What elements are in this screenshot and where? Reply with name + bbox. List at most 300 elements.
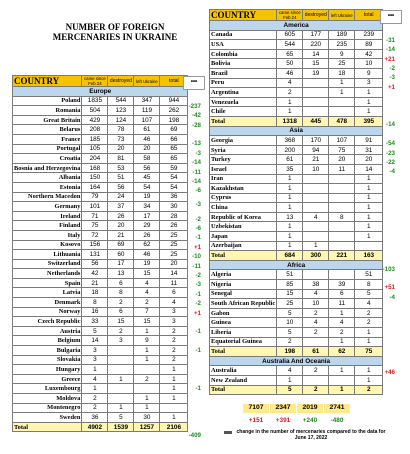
came-value: 5 (277, 328, 303, 338)
destroyed-header: destroyed (303, 10, 329, 21)
total-value: 69 (160, 125, 188, 135)
table-row (210, 49, 383, 59)
total-row (210, 116, 383, 126)
total-destroyed: 300 (303, 251, 329, 261)
country-name: Great Britain (13, 115, 82, 125)
country-name: Austria (13, 326, 82, 336)
total-value: 1 (355, 222, 383, 232)
total-label: Total (210, 385, 277, 395)
destroyed-value: 51 (108, 173, 134, 183)
country-name: Czech Republic (13, 317, 82, 327)
left-value: 107 (134, 115, 160, 125)
region-header: America (210, 21, 383, 31)
country-name: Turkey (210, 155, 277, 165)
country-name: Bosnia and Herzegovina (14, 164, 81, 172)
left-value: 2 (134, 374, 160, 384)
total-value: 1 (355, 328, 383, 338)
came-value: 1 (277, 203, 303, 213)
left-value: 189 (329, 30, 355, 40)
table-row (13, 221, 188, 231)
change-value: +21 (384, 55, 395, 63)
country-name: Japan (210, 232, 277, 242)
left-value: 75 (329, 145, 355, 155)
total-total: 75 (355, 347, 383, 357)
table-row (13, 413, 188, 423)
table-row (13, 173, 188, 183)
left-value: 1 (134, 355, 160, 365)
change-value: -2 (389, 64, 395, 72)
came-value: 200 (277, 145, 303, 155)
change-value: -42 (192, 112, 201, 120)
table-row (210, 155, 383, 165)
table-row (210, 107, 383, 117)
destroyed-value: 17 (108, 259, 134, 269)
table-row (13, 374, 188, 384)
destroyed-value: 544 (108, 96, 134, 106)
country-name: Ireland (13, 211, 82, 221)
destroyed-value: 6 (108, 278, 134, 288)
total-value: 239 (355, 30, 383, 40)
came-value: 1 (82, 384, 108, 394)
total-destroyed: 2 (303, 385, 329, 395)
destroyed-value: 20 (108, 144, 134, 154)
country-name: Equatorial Guinea (210, 337, 277, 347)
europe-table (12, 75, 188, 432)
came-value: 51 (277, 270, 303, 280)
came-value: 1 (277, 241, 303, 251)
table-row (210, 59, 383, 69)
table-row (13, 106, 188, 116)
destroyed-value: 4 (303, 212, 329, 222)
came-value: 101 (82, 202, 108, 212)
total-value: 1 (355, 193, 383, 203)
total-value: 1 (355, 375, 383, 385)
came-value: 16 (82, 307, 108, 317)
country-name: Syria (210, 145, 277, 155)
total-value (160, 403, 188, 413)
destroyed-value (108, 346, 134, 356)
total-came: 1318 (277, 116, 303, 126)
left-value: 107 (329, 136, 355, 146)
country-name: Netherlands (13, 269, 82, 279)
destroyed-value: 10 (303, 299, 329, 309)
left-value (329, 97, 355, 107)
total-label: Total (210, 251, 277, 261)
destroyed-value: 21 (303, 155, 329, 165)
grand-change-total: -480 (330, 417, 344, 424)
country-name: Latvia (13, 288, 82, 298)
country-name: Nigeria (210, 280, 277, 290)
country-name: Uzbekistan (210, 222, 277, 232)
region-header: Africa (210, 260, 383, 270)
destroyed-value: 2 (303, 328, 329, 338)
left-value: 61 (134, 125, 160, 135)
total-left: 221 (329, 251, 355, 261)
change-value: -1 (195, 290, 201, 298)
left-value: 119 (134, 106, 160, 116)
country-name: Brazil (210, 68, 277, 78)
country-name: Estonia (13, 182, 82, 192)
left-value: 46 (134, 250, 160, 260)
destroyed-value (303, 78, 329, 88)
total-value: 4 (160, 298, 188, 308)
came-value: 185 (82, 134, 108, 144)
country-name: Montenegro (13, 403, 82, 413)
total-destroyed: 61 (303, 347, 329, 357)
country-name: Romania (13, 106, 82, 116)
came-value: 21 (82, 278, 108, 288)
grand-total-destroyed: 2347 (270, 404, 296, 413)
came-value: 13 (277, 212, 303, 222)
destroyed-value: 5 (108, 413, 134, 423)
table-row (13, 384, 188, 394)
left-value: 235 (329, 40, 355, 50)
destroyed-value: 4 (303, 289, 329, 299)
country-name: Senegal (210, 289, 277, 299)
came-header: came since Feb 24 (277, 10, 303, 21)
change-value: -4 (389, 293, 395, 301)
destroyed-value: 3 (108, 336, 134, 346)
left-value: 1 (134, 403, 160, 413)
total-value: 65 (160, 154, 188, 164)
total-value: 198 (160, 115, 188, 125)
total-value: 1 (355, 212, 383, 222)
came-value: 8 (82, 298, 108, 308)
left-value: 1 (329, 366, 355, 376)
left-value: 26 (134, 230, 160, 240)
left-value: 4 (329, 318, 355, 328)
more-options-button[interactable]: ••• (183, 76, 205, 90)
left-value: 4 (134, 278, 160, 288)
table-row (13, 134, 188, 144)
table-row (13, 125, 188, 135)
country-name: Albania (13, 173, 82, 183)
change-value: -14 (192, 177, 201, 185)
came-value: 75 (82, 221, 108, 231)
total-value (355, 241, 383, 251)
total-value: 59 (160, 163, 188, 173)
came-value: 150 (82, 173, 108, 183)
country-name: Croatia (13, 154, 82, 164)
change-value: -3 (195, 149, 201, 157)
country-name: Lithuania (13, 250, 82, 260)
region-header: Europe (13, 87, 188, 97)
total-value: 944 (160, 96, 188, 106)
country-name: France (13, 134, 82, 144)
table-row (210, 184, 383, 194)
came-value: 208 (82, 125, 108, 135)
total-value: 1 (160, 374, 188, 384)
more-options-button-right[interactable]: ••• (380, 10, 402, 24)
change-value: +46 (384, 368, 395, 376)
came-value: 4 (277, 78, 303, 88)
country-header: COUNTRY (210, 10, 277, 21)
came-value: 56 (82, 259, 108, 269)
table-row (13, 317, 188, 327)
total-value: 10 (355, 59, 383, 69)
table-row (13, 278, 188, 288)
total-label: Total (210, 116, 277, 126)
country-name: Poland (13, 96, 82, 106)
left-value: 2 (329, 328, 355, 338)
total-row (210, 251, 383, 261)
table-row (210, 30, 383, 40)
destroyed-value: 53 (108, 163, 134, 173)
destroyed-value: 24 (108, 192, 134, 202)
came-value: 1 (277, 222, 303, 232)
destroyed-value: 2 (303, 366, 329, 376)
left-value: 1 (329, 308, 355, 318)
change-value: -2 (195, 215, 201, 223)
table-row (13, 326, 188, 336)
table-row (210, 174, 383, 184)
total-value: 14 (355, 164, 383, 174)
table-row (13, 240, 188, 250)
table-row (13, 250, 188, 260)
total-value: 3 (160, 307, 188, 317)
total-value: 89 (355, 40, 383, 50)
country-name: Moldova (13, 394, 82, 404)
total-value: 14 (160, 269, 188, 279)
table-row (210, 337, 383, 347)
total-header: total (160, 76, 188, 87)
country-name: Spain (13, 278, 82, 288)
change-value: -1 (195, 234, 201, 242)
destroyed-value (303, 203, 329, 213)
came-value: 156 (82, 240, 108, 250)
total-destroyed: 1539 (108, 422, 134, 432)
country-name: Switzerland (13, 259, 82, 269)
country-name: South African Republic (211, 300, 276, 308)
table-row (13, 202, 188, 212)
left-value: 20 (329, 155, 355, 165)
left-value: 1 (329, 88, 355, 98)
country-name: Sweden (13, 413, 82, 423)
left-value: 18 (329, 68, 355, 78)
left-value: 9 (134, 336, 160, 346)
came-value: 368 (277, 136, 303, 146)
destroyed-value: 123 (108, 106, 134, 116)
destroyed-value: 26 (108, 211, 134, 221)
destroyed-value: 15 (303, 59, 329, 69)
country-name: Republic of Korea (210, 212, 277, 222)
destroyed-value: 14 (303, 49, 329, 59)
total-value: 1 (160, 394, 188, 404)
left-value: 9 (329, 49, 355, 59)
total-left: 62 (329, 347, 355, 357)
total-total: 395 (355, 116, 383, 126)
table-row (13, 403, 188, 413)
came-value: 1 (277, 193, 303, 203)
table-row (210, 136, 383, 146)
table-row (13, 192, 188, 202)
total-value: 8 (355, 280, 383, 290)
total-came: 684 (277, 251, 303, 261)
change-value: -3 (195, 281, 201, 289)
change-value: -2 (195, 300, 201, 308)
table-row (13, 144, 188, 154)
came-value: 1 (277, 232, 303, 242)
total-value: 51 (355, 270, 383, 280)
country-name: Germany (13, 202, 82, 212)
left-value: 20 (134, 144, 160, 154)
came-value: 85 (277, 280, 303, 290)
change-value: -2 (195, 271, 201, 279)
destroyed-value (108, 365, 134, 375)
came-value: 33 (82, 317, 108, 327)
destroyed-value: 78 (108, 125, 134, 135)
total-value: 25 (160, 230, 188, 240)
table-row (13, 259, 188, 269)
left-value: 30 (134, 413, 160, 423)
left-value: 11 (329, 299, 355, 309)
came-value: 1 (277, 174, 303, 184)
destroyed-value: 8 (108, 288, 134, 298)
came-value: 605 (277, 30, 303, 40)
country-name: Venezuela (210, 97, 277, 107)
total-total: 2106 (160, 422, 188, 432)
left-value: 39 (329, 280, 355, 290)
came-value: 2 (277, 337, 303, 347)
came-value: 1 (277, 184, 303, 194)
total-value: 25 (160, 250, 188, 260)
destroyed-value: 94 (303, 145, 329, 155)
left-value (329, 222, 355, 232)
country-name: Belgium (13, 336, 82, 346)
grand-total-left: 2019 (297, 404, 323, 413)
total-value: 65 (160, 144, 188, 154)
left-value (329, 232, 355, 242)
came-value: 3 (82, 346, 108, 356)
destroyed-value (303, 270, 329, 280)
change-value: -31 (386, 36, 395, 44)
total-value: 1 (355, 107, 383, 117)
destroyed-value: 21 (108, 230, 134, 240)
left-value: 45 (134, 173, 160, 183)
total-total: 2 (355, 385, 383, 395)
came-value: 429 (82, 115, 108, 125)
total-header: total (355, 10, 383, 21)
total-value: 262 (160, 106, 188, 116)
table-row (13, 288, 188, 298)
destroyed-value: 4 (303, 318, 329, 328)
change-value: -22 (386, 158, 395, 166)
came-value: 105 (82, 144, 108, 154)
came-value: 204 (82, 154, 108, 164)
came-value: 14 (82, 336, 108, 346)
came-value: 164 (82, 182, 108, 192)
total-value: 30 (160, 202, 188, 212)
country-name: Italy (13, 230, 82, 240)
left-value: 46 (134, 134, 160, 144)
table-row (210, 212, 383, 222)
left-value: 29 (134, 221, 160, 231)
destroyed-value: 1 (108, 374, 134, 384)
destroyed-value: 1 (303, 241, 329, 251)
table-row (210, 375, 383, 385)
destroyed-value: 2 (303, 308, 329, 318)
country-name: Liberia (210, 328, 277, 338)
country-name: Luxembourg (13, 384, 82, 394)
total-total: 163 (355, 251, 383, 261)
came-value: 72 (82, 230, 108, 240)
table-row (210, 97, 383, 107)
country-name: Georgia (210, 136, 277, 146)
country-name: Australia (210, 366, 277, 376)
came-value: 168 (82, 163, 108, 173)
total-value: 54 (160, 182, 188, 192)
region-header: Asia (210, 126, 383, 136)
left-value: 25 (329, 59, 355, 69)
destroyed-value: 56 (108, 182, 134, 192)
table-row (210, 40, 383, 50)
left-value (329, 375, 355, 385)
total-label: Total (210, 347, 277, 357)
total-label: Total (13, 422, 82, 432)
left-value (329, 241, 355, 251)
destroyed-value (303, 184, 329, 194)
change-value: -11 (192, 168, 201, 176)
table-row (13, 394, 188, 404)
destroyed-value: 38 (303, 280, 329, 290)
left-value: 1 (134, 346, 160, 356)
destroyed-value: 2 (108, 326, 134, 336)
destroyed-value (303, 97, 329, 107)
page-title: NUMBER OF FOREIGN MERCENARIES IN UKRAINE (52, 22, 178, 42)
destroyed-value (303, 375, 329, 385)
change-value: -11 (192, 262, 201, 270)
change-value: -1 (195, 384, 201, 392)
country-name: New Zealand (210, 375, 277, 385)
destroyed-value: 20 (108, 221, 134, 231)
table-row (210, 193, 383, 203)
country-name: Azerbaijan (210, 241, 277, 251)
destroyed-value: 10 (303, 164, 329, 174)
left-header: left Ukraine (329, 10, 355, 21)
change-value: -6 (195, 224, 201, 232)
table-row (210, 270, 383, 280)
destroyed-value: 170 (303, 136, 329, 146)
table-row (210, 164, 383, 174)
total-came: 4902 (82, 422, 108, 432)
table-row (13, 346, 188, 356)
table-row (210, 318, 383, 328)
destroyed-value (303, 193, 329, 203)
total-value: 1 (355, 97, 383, 107)
total-left: 1257 (134, 422, 160, 432)
total-value: 2 (160, 326, 188, 336)
region-header: Australia And Oceania (210, 356, 383, 366)
left-header: left Ukraine (134, 76, 160, 87)
change-value: -13 (192, 140, 201, 148)
destroyed-value: 177 (303, 30, 329, 40)
grand-change-left: +240 (302, 417, 318, 424)
came-value: 1835 (82, 96, 108, 106)
left-value: 15 (134, 317, 160, 327)
destroyed-value (108, 355, 134, 365)
came-value: 42 (82, 269, 108, 279)
total-value: 11 (160, 278, 188, 288)
left-value: 62 (134, 240, 160, 250)
left-value: 56 (134, 163, 160, 173)
change-value: -28 (192, 121, 201, 129)
country-name: Colombia (210, 49, 277, 59)
total-value: 5 (355, 289, 383, 299)
destroyed-value: 6 (108, 307, 134, 317)
total-value: 1 (355, 184, 383, 194)
table-row (210, 366, 383, 376)
left-value (329, 203, 355, 213)
